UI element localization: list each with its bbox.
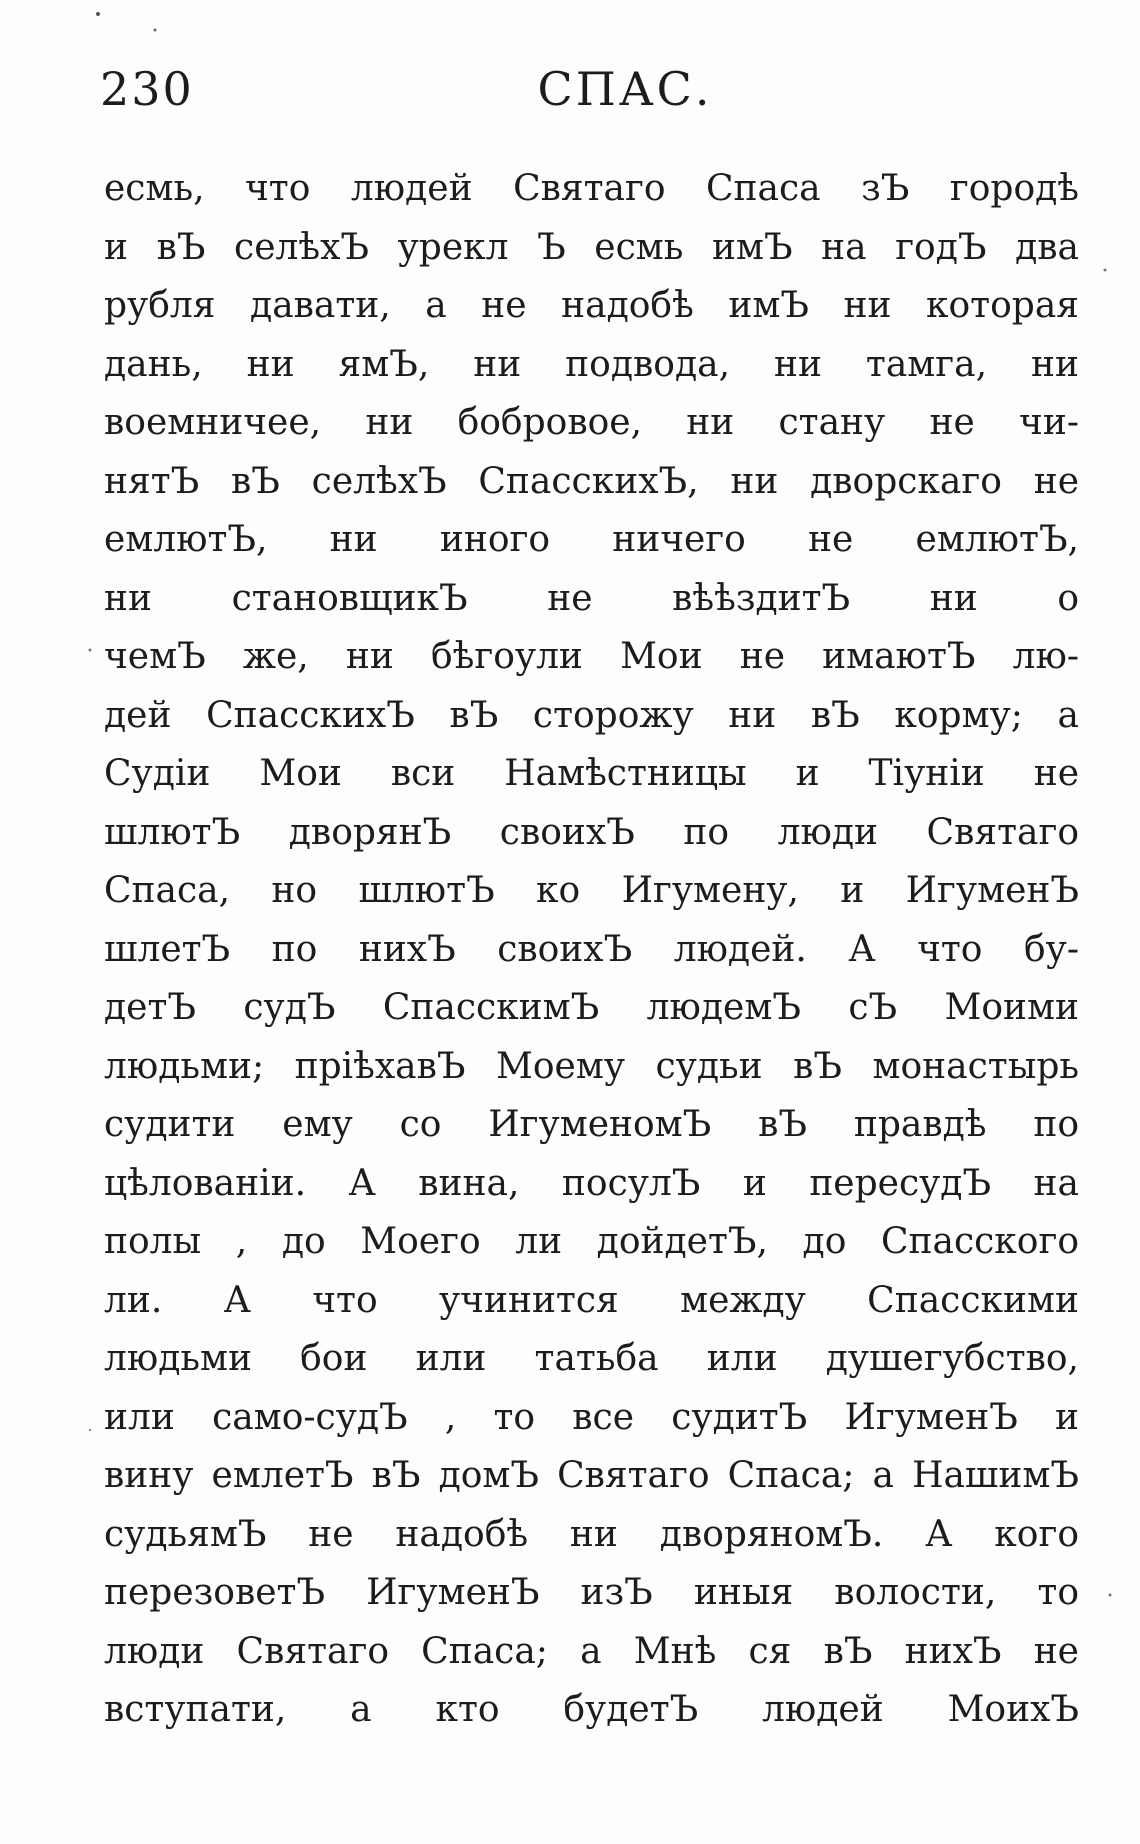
text-line: полы , до Моего ли дойдетЪ, до Спасского: [104, 1221, 1079, 1262]
text-line: чемЪ же, ни бѣгоули Мои не имаютЪ лю-: [104, 636, 1079, 677]
text-line: есмь, что людей Святаго Спаса зЪ городѣ: [104, 168, 1079, 209]
page-number: 230: [100, 62, 194, 116]
text-line: емлютЪ, ни иного ничего не емлютЪ,: [104, 519, 1079, 560]
text-line: вступати, а кто будетЪ людей МоихЪ: [104, 1689, 1079, 1730]
text-line: вину емлетЪ вЪ домЪ Святаго Спаса; а НашимЪ: [104, 1455, 1079, 1496]
text-line: цѣлованіи. А вина, посулЪ и пересудЪ на: [104, 1162, 1079, 1204]
text-line: Судіи Мои вси Намѣстницы и Тіуніи не: [104, 753, 1079, 794]
text-line: дей СпасскихЪ вЪ сторожу ни вЪ корму; а: [104, 694, 1079, 736]
text-line: судити ему со ИгуменомЪ вЪ правдѣ по: [104, 1104, 1079, 1145]
text-line: воемничее, ни бобровое, ни стану не чи-: [104, 402, 1079, 443]
text-line: дань, ни ямЪ, ни подвода, ни тамга, ни: [104, 343, 1079, 385]
text-line: Спаса, но шлютЪ ко Игумену, и ИгуменЪ: [104, 870, 1079, 911]
text-line: шлютЪ дворянЪ своихЪ по люди Святаго: [104, 811, 1079, 853]
body-text: [104, 160, 1079, 1740]
text-line: ни становщикЪ не вѣѣздитЪ ни о: [104, 577, 1079, 619]
text-line: перезоветЪ ИгуменЪ изЪ иныя волости, то: [104, 1572, 1079, 1613]
text-line: нятЪ вЪ селѣхЪ СпасскихЪ, ни дворскаго не: [104, 460, 1079, 502]
text-line: людьми бои или татьба или душегубство,: [104, 1338, 1079, 1379]
text-line: судьямЪ не надобѣ ни дворяномЪ. А кого: [104, 1513, 1079, 1555]
text-line: шлетЪ по нихЪ своихЪ людей. А что бу-: [104, 928, 1079, 970]
page-header: [100, 62, 1080, 132]
running-head: СПАС.: [537, 62, 713, 116]
text-line: детЪ судЪ СпасскимЪ людемЪ сЪ Моими: [104, 987, 1079, 1028]
text-line: люди Святаго Спаса; а Мнѣ ся вЪ нихЪ не: [104, 1630, 1079, 1672]
text-line: ли. А что учинится между Спасскими: [104, 1279, 1079, 1321]
text-line: рубля давати, а не надобѣ имЪ ни которая: [104, 285, 1079, 326]
text-line: людьми; пріѣхавЪ Моему судьи вЪ монастырь: [104, 1045, 1079, 1087]
text-line: или само-судЪ , то все судитЪ ИгуменЪ и: [104, 1396, 1079, 1438]
text-line: и вЪ селѣхЪ урекл Ъ есмь имЪ на годЪ два: [104, 226, 1079, 268]
